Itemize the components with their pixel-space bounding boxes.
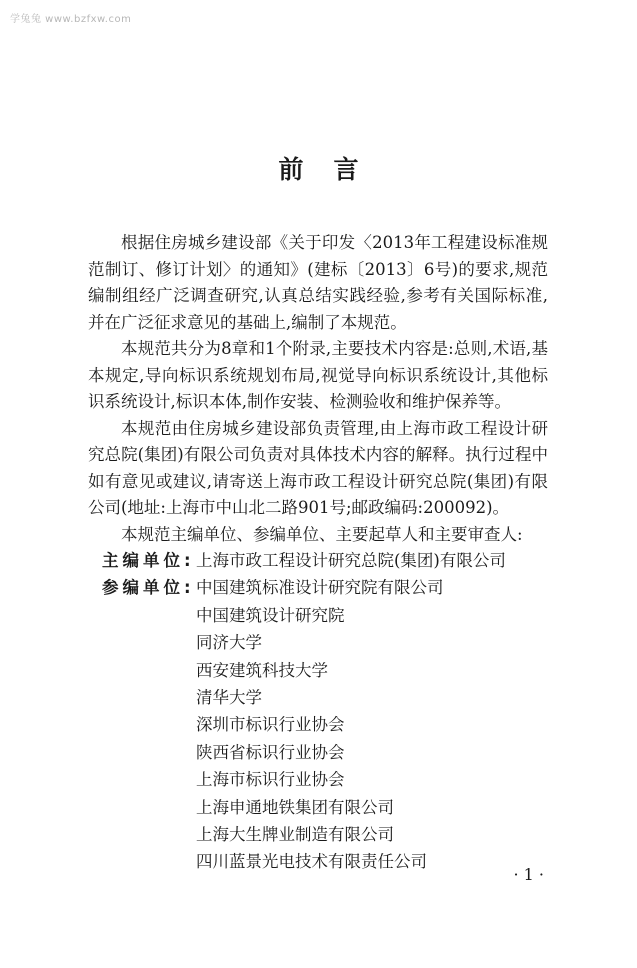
page-title: 前言 (278, 155, 389, 184)
participating-unit-row (88, 630, 548, 657)
participating-unit-name: 中国建筑设计研究院 (196, 605, 345, 625)
participating-unit-name: 四川蓝景光电技术有限责任公司 (196, 852, 427, 872)
paragraph-content: 本规范共分为8章和1个附录,主要技术内容是:总则,术语,基本规定,导向标识系统规划布局,视觉导向标识系统设计,其他标识系统设计,标识本体,制作安装、检测验收和维护保养等。 (88, 339, 548, 411)
chief-unit-row (88, 548, 548, 575)
units-intro: 本规范主编单位、参编单位、主要起草人和主要审查人: (121, 524, 523, 544)
participating-unit-row (88, 658, 548, 685)
participating-unit-row (88, 603, 548, 630)
paragraph-management: 本规范由住房城乡建设部负责管理,由上海市政工程设计研究总院(集团)有限公司负责对具体技术内容的解释。执行过程中如有意见或建议,请寄送上海市政工程设计研究总院(集团)有限公司(地址:上海市中山北二路901号;邮政编码:200092)。 (88, 418, 548, 517)
participating-unit-name: 上海申通地铁集团有限公司 (196, 797, 394, 817)
page-number: · 1 · (513, 865, 544, 884)
participating-unit-name: 清华大学 (196, 687, 262, 707)
participating-unit-label: 参编单位: (102, 578, 195, 598)
chief-unit-label: 主编单位: (102, 551, 195, 570)
participating-unit-row (88, 795, 548, 822)
preface-body (88, 230, 548, 877)
participating-unit-row (88, 767, 548, 794)
paragraph-basis: 根据住房城乡建设部《关于印发〈2013年工程建设标准规范制订、修订计划〉的通知》(建标〔2013〕6号)的要求,规范编制组经广泛调查研究,认真总结实践经验,参考有关国际标准,并在广泛征求意见的基础上,编制了本规范。 (88, 233, 548, 332)
participating-unit-name: 陕西省标识行业协会 (196, 742, 345, 762)
participating-unit-name: 上海大生牌业制造有限公司 (196, 824, 394, 844)
participating-unit-row (88, 849, 548, 876)
participating-unit-name: 深圳市标识行业协会 (196, 715, 345, 735)
participating-unit-row (88, 575, 548, 602)
chief-unit-name: 上海市政工程设计研究总院(集团)有限公司 (196, 551, 506, 570)
participating-unit-row (88, 712, 548, 739)
participating-unit-row (88, 740, 548, 767)
participating-unit-name: 中国建筑标准设计研究院有限公司 (196, 578, 444, 598)
participating-unit-row (88, 822, 548, 849)
participating-unit-name: 西安建筑科技大学 (196, 660, 328, 680)
participating-unit-row (88, 685, 548, 712)
watermark: 学兔兔 www.bzfxw.com (10, 14, 132, 25)
participating-unit-name: 上海市标识行业协会 (196, 770, 345, 790)
participating-unit-name: 同济大学 (196, 633, 262, 653)
